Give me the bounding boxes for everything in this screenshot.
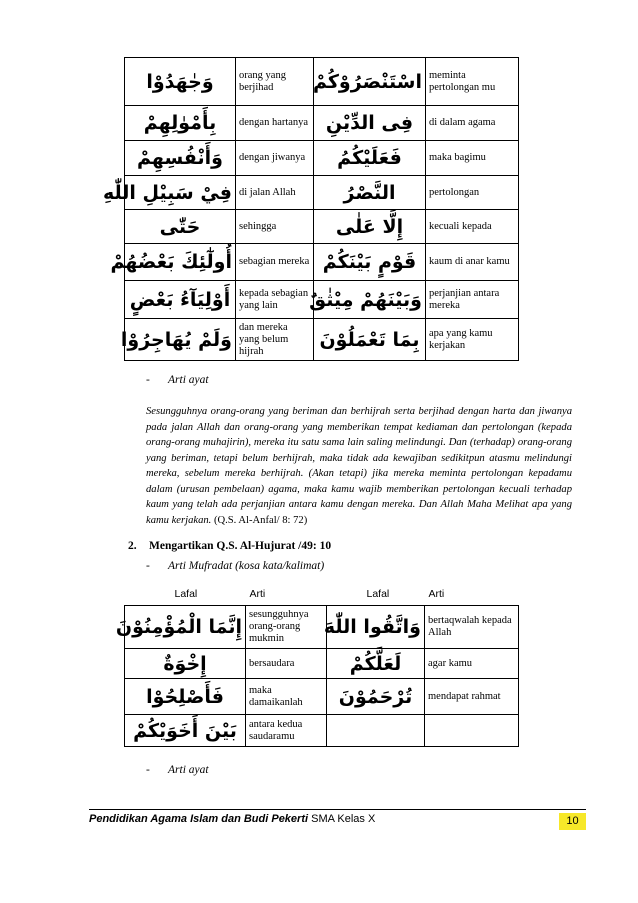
section-number: 2. — [128, 540, 137, 552]
arabic-lafal: وَلَمْ يُهَاجِرُوْا — [125, 319, 236, 361]
table-row — [125, 141, 519, 176]
arabic-lafal: إِخْوَةٌ — [125, 649, 246, 679]
footer — [89, 813, 375, 825]
arabic-lafal: أَوْلِيَآءُ بَعْضٍ — [125, 281, 236, 319]
table-header-row — [125, 583, 519, 606]
arti-ayat-bullet-1: - Arti ayat — [146, 374, 209, 386]
table-row — [125, 58, 519, 106]
table-row — [125, 679, 519, 715]
arti-cell: maka bagimu — [426, 141, 519, 176]
arabic-lafal: قَوْمٍ بَيْنَكُمْ — [314, 244, 426, 281]
table-row — [125, 606, 519, 649]
arabic-lafal: وَأَنْفُسِهِمْ — [125, 141, 236, 176]
header-lafal: Lafal — [327, 583, 425, 606]
arti-cell: agar kamu — [425, 649, 519, 679]
arabic-lafal: النَّصْرُ — [314, 176, 426, 210]
mufradat-bullet: - Arti Mufradat (kosa kata/kalimat) — [146, 560, 325, 572]
arti-ayat-label: Arti ayat — [168, 764, 209, 776]
table-row — [125, 176, 519, 210]
arabic-lafal: أُولٰٓئِكَ بَعْضُهُمْ — [125, 244, 236, 281]
arabic-lafal: وَبَيْنَهُمْ مِيْثٰقٌ — [314, 281, 426, 319]
table-row — [125, 106, 519, 141]
table-row — [125, 715, 519, 747]
surah-reference: (Q.S. Al-Anfal/ 8: 72) — [211, 514, 308, 526]
arti-cell: mendapat rahmat — [425, 679, 519, 715]
vocab-table-hujurat — [115, 583, 519, 747]
arti-cell: orang yang berjihad — [236, 58, 314, 106]
header-lafal: Lafal — [125, 583, 246, 606]
translation-paragraph — [146, 404, 572, 528]
arti-cell: di dalam agama — [426, 106, 519, 141]
arti-cell: maka damaikanlah — [246, 679, 327, 715]
arabic-lafal: فَعَلَيْكُمُ — [314, 141, 426, 176]
arti-cell: bertaqwalah kepada Allah — [425, 606, 519, 649]
arabic-lafal: بِأَمْوٰلِهِمْ — [125, 106, 236, 141]
vocab-table-anfal — [103, 57, 519, 361]
arabic-lafal: لَعَلَّكُمْ — [327, 649, 425, 679]
translation-text: Sesungguhnya orang-orang yang beriman dan berhijrah serta berjihad dengan harta dan jiwanya pada jalan Allah dan orang-orang yang memberikan tempat kediaman dan pertolongan (kepada orang-orang muhajirin), mereka itu satu sama lain saling melindungi. Dan (terhadap) orang-orang yang beriman, tetapi belum berhijrah, maka tidak ada kewajiban sedikitpun atasmu melindungi mereka, sebelum mereka berhijrah. (Akan tetapi) jika mereka meminta pertolongan kepadamu dalam (urusan pembelaan) agama, maka kamu wajib memberikan pertolongan kecuali terhadap kaum yang telah ada perjanjian antara kamu dengan mereka. Dan Allah Maha Melihat apa yang kamu kerjakan. — [146, 406, 572, 526]
arabic-lafal: اسْتَنْصَرُوْكُمْ — [314, 58, 426, 106]
arti-cell: kaum di anar kamu — [426, 244, 519, 281]
table-row — [125, 281, 519, 319]
arabic-lafal: بِمَا تَعْمَلُوْنَ — [314, 319, 426, 361]
arti-cell: kepada sebagian yang lain — [236, 281, 314, 319]
arti-cell — [425, 715, 519, 747]
arti-cell: antara kedua saudaramu — [246, 715, 327, 747]
arabic-lafal: فَأَصْلِحُوْا — [125, 679, 246, 715]
arti-cell: sehingga — [236, 210, 314, 244]
footer-divider — [89, 809, 586, 810]
arabic-lafal: فِيْ سَبِيْلِ اللّٰهِ — [125, 176, 236, 210]
section-title: Mengartikan Q.S. Al-Hujurat /49: 10 — [149, 540, 332, 552]
arti-cell: kecuali kepada — [426, 210, 519, 244]
arti-cell: sesungguhnya orang-orang mukmin — [246, 606, 327, 649]
table-row — [125, 649, 519, 679]
arti-cell: sebagian mereka — [236, 244, 314, 281]
arabic-lafal: وَاتَّقُوا اللّٰهَ — [327, 606, 425, 649]
header-arti: Arti — [246, 583, 327, 606]
arti-cell: apa yang kamu kerjakan — [426, 319, 519, 361]
arabic-lafal — [327, 715, 425, 747]
mufradat-label: Arti Mufradat (kosa kata/kalimat) — [168, 560, 325, 572]
arabic-lafal: إِلَّا عَلٰى — [314, 210, 426, 244]
arabic-lafal: بَيْنَ أَخَوَيْكُمْ — [125, 715, 246, 747]
arabic-lafal: فِى الدِّيْنِ — [314, 106, 426, 141]
arabic-lafal: وَجٰهَدُوْا — [125, 58, 236, 106]
page-number: 10 — [559, 813, 586, 830]
arti-ayat-bullet-2: - Arti ayat — [146, 764, 209, 776]
table-row — [125, 319, 519, 361]
arabic-lafal: إِنَّمَا الْمُؤْمِنُوْنَ — [125, 606, 246, 649]
arti-cell: dan mereka yang belum hijrah — [236, 319, 314, 361]
arti-cell: pertolongan — [426, 176, 519, 210]
table-row — [125, 210, 519, 244]
arti-ayat-label: Arti ayat — [168, 374, 209, 386]
arti-cell: dengan hartanya — [236, 106, 314, 141]
book-title: Pendidikan Agama Islam dan Budi Pekerti — [89, 813, 309, 825]
section-heading — [128, 540, 331, 552]
arti-cell: di jalan Allah — [236, 176, 314, 210]
arabic-lafal: تُرْحَمُوْنَ — [327, 679, 425, 715]
arti-cell: perjanjian antara mereka — [426, 281, 519, 319]
table-row — [125, 244, 519, 281]
arti-cell: dengan jiwanya — [236, 141, 314, 176]
header-arti: Arti — [425, 583, 519, 606]
arti-cell: meminta pertolongan mu — [426, 58, 519, 106]
arti-cell: bersaudara — [246, 649, 327, 679]
class-label: SMA Kelas X — [308, 813, 376, 825]
arabic-lafal: حَتّٰى — [125, 210, 236, 244]
